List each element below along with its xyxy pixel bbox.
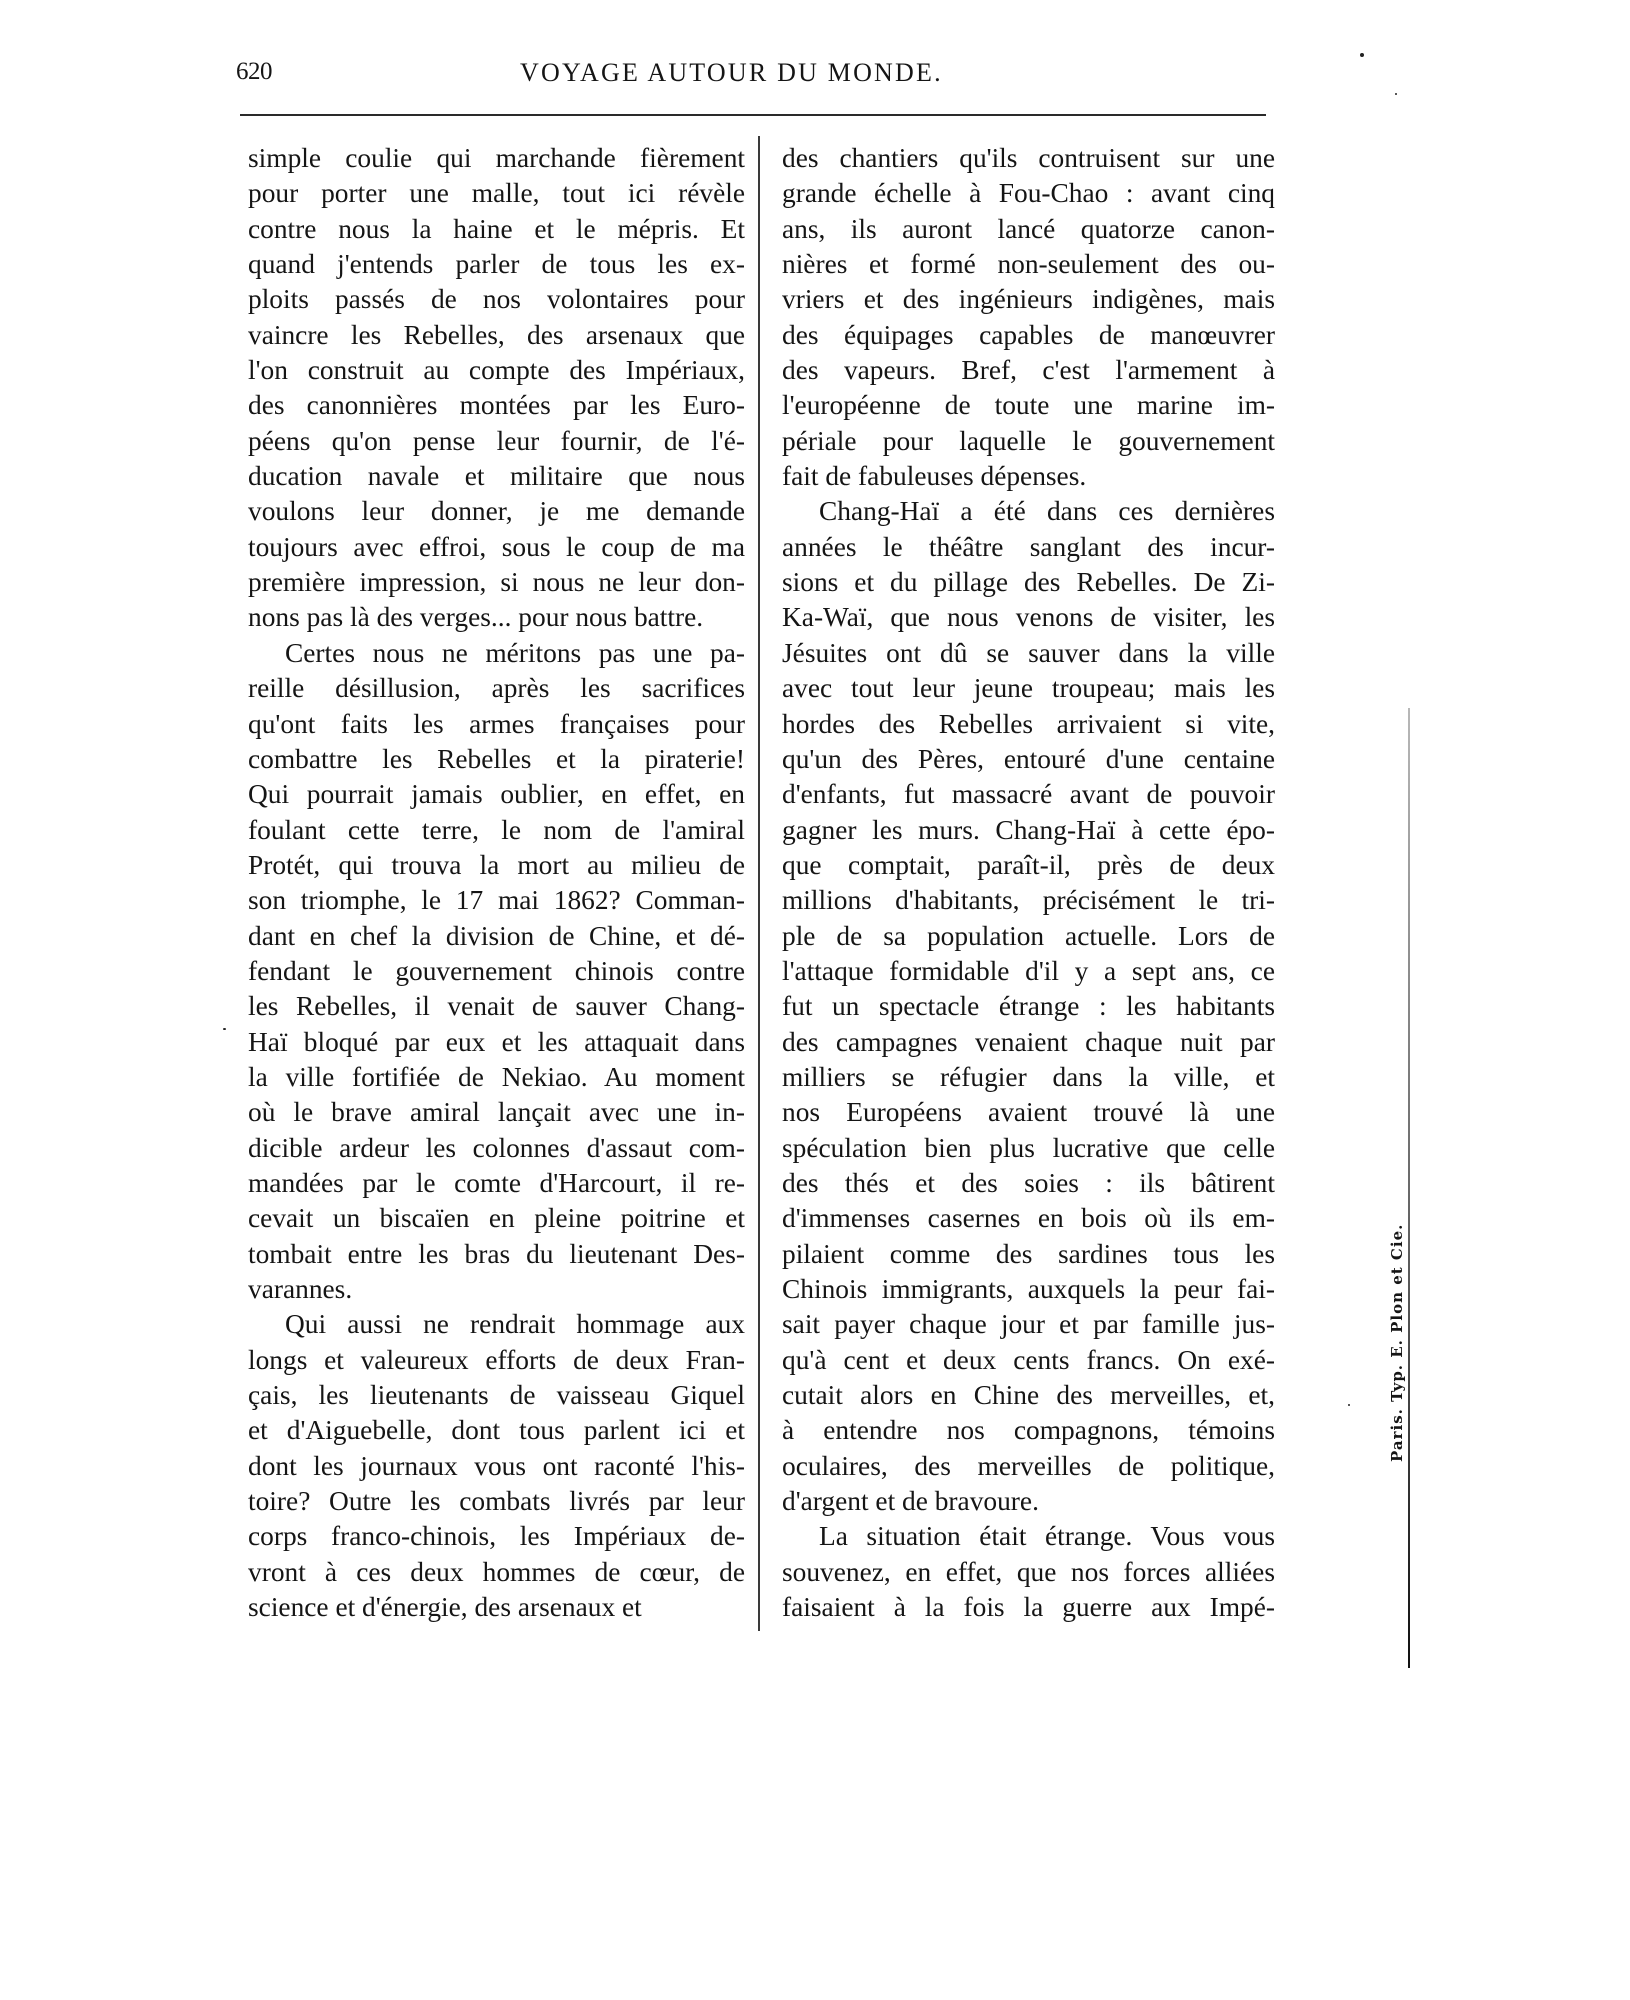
text-line: dicible ardeur les colonnes d'assaut com- bbox=[248, 1132, 745, 1163]
text-line: milliers se réfugier dans la ville, et bbox=[782, 1061, 1275, 1092]
text-line: dont les journaux vous ont raconté l'his- bbox=[248, 1450, 745, 1481]
text-line: sait payer chaque jour et par famille jus- bbox=[782, 1309, 1275, 1340]
text-line: péens qu'on pense leur fournir, de l'é- bbox=[248, 425, 745, 456]
text-line: et d'Aiguebelle, dont tous parlent ici et bbox=[248, 1415, 745, 1446]
text-line: tombait entre les bras du lieutenant Des- bbox=[248, 1238, 745, 1269]
ink-speck bbox=[1395, 93, 1397, 95]
text-line: vront à ces deux hommes de cœur, de bbox=[248, 1556, 745, 1587]
text-line: où le brave amiral lançait avec une in- bbox=[248, 1097, 745, 1128]
page-number: 620 bbox=[236, 58, 272, 85]
text-line: Qui pourrait jamais oublier, en effet, en bbox=[248, 779, 745, 810]
text-line: vaincre les Rebelles, des arsenaux que bbox=[248, 319, 745, 350]
text-line: ploits passés de nos volontaires pour bbox=[248, 284, 745, 315]
text-line: d'enfants, fut massacré avant de pouvoir bbox=[782, 779, 1275, 810]
text-line: qu'ont faits les armes françaises pour bbox=[248, 708, 745, 739]
text-line: nos Européens avaient trouvé là une bbox=[782, 1097, 1275, 1128]
text-line: reille désillusion, après les sacrifices bbox=[248, 673, 745, 704]
text-line: avec tout leur jeune troupeau; mais les bbox=[782, 673, 1275, 704]
text-line: quand j'entends parler de tous les ex- bbox=[248, 249, 745, 280]
text-line: millions d'habitants, précisément le tri- bbox=[782, 885, 1275, 916]
text-line: à entendre nos compagnons, témoins bbox=[782, 1415, 1275, 1446]
text-line: l'on construit au compte des Impériaux, bbox=[248, 355, 745, 386]
ink-speck bbox=[1360, 53, 1364, 57]
text-line: longs et valeureux efforts de deux Fran- bbox=[248, 1344, 745, 1375]
text-line: Haï bloqué par eux et les attaquait dans bbox=[248, 1026, 745, 1057]
text-line: ans, ils auront lancé quatorze canon- bbox=[782, 213, 1275, 244]
text-line: grande échelle à Fou-Chao : avant cinq bbox=[782, 178, 1275, 209]
text-line: l'attaque formidable d'il y a sept ans, ce bbox=[782, 955, 1275, 986]
text-line: sions et du pillage des Rebelles. De Zi- bbox=[782, 567, 1275, 598]
text-line: toujours avec effroi, sous le coup de ma bbox=[248, 531, 745, 562]
text-line: pour porter une malle, tout ici révèle bbox=[248, 178, 745, 209]
text-line: fendant le gouvernement chinois contre bbox=[248, 955, 745, 986]
text-line: varannes. bbox=[248, 1274, 353, 1304]
text-line: science et d'énergie, des arsenaux et bbox=[248, 1592, 642, 1623]
text-line: des vapeurs. Bref, c'est l'armement à bbox=[782, 355, 1275, 386]
text-line: cevait un biscaïen en pleine poitrine et bbox=[248, 1203, 745, 1234]
text-line: Protét, qui trouva la mort au milieu de bbox=[248, 849, 745, 880]
text-line: Certes nous ne méritons pas une pa- bbox=[285, 637, 745, 668]
text-line: dant en chef la division de Chine, et dé- bbox=[248, 920, 745, 951]
printer-imprint-text: Paris. Typ. E. Plon et Cie. bbox=[1388, 1223, 1406, 1462]
text-line: qu'à cent et deux cents francs. On exé- bbox=[782, 1344, 1275, 1375]
text-line: périale pour laquelle le gouvernement bbox=[782, 425, 1275, 456]
text-line: fait de fabuleuses dépenses. bbox=[782, 461, 1087, 492]
running-title: VOYAGE AUTOUR DU MONDE. bbox=[520, 58, 943, 87]
text-line: années le théâtre sanglant des incur- bbox=[782, 531, 1275, 562]
text-line: foulant cette terre, le nom de l'amiral bbox=[248, 814, 745, 845]
text-line: pilaient comme des sardines tous les bbox=[782, 1238, 1275, 1269]
text-line: l'européenne de toute une marine im- bbox=[782, 390, 1275, 421]
text-line: spéculation bien plus lucrative que celle bbox=[782, 1132, 1275, 1163]
text-line: faisaient à la fois la guerre aux Impé- bbox=[782, 1592, 1275, 1623]
text-line: nons pas là des verges... pour nous battre. bbox=[248, 602, 704, 633]
text-line: La situation était étrange. Vous vous bbox=[819, 1521, 1275, 1552]
text-line: Qui aussi ne rendrait hommage aux bbox=[285, 1309, 745, 1340]
text-line: mandées par le comte d'Harcourt, il re- bbox=[248, 1167, 745, 1198]
text-line: nières et formé non-seulement des ou- bbox=[782, 249, 1275, 280]
text-line: Jésuites ont dû se sauver dans la ville bbox=[782, 637, 1275, 668]
text-line: toire? Outre les combats livrés par leur bbox=[248, 1486, 745, 1517]
text-line: combattre les Rebelles et la piraterie! bbox=[248, 743, 745, 774]
text-line: d'argent et de bravoure. bbox=[782, 1486, 1039, 1517]
column-divider bbox=[758, 136, 760, 1631]
text-line: corps franco-chinois, les Impériaux de- bbox=[248, 1521, 745, 1552]
text-line: gagner les murs. Chang-Haï à cette épo- bbox=[782, 814, 1275, 845]
text-line: hordes des Rebelles arrivaient si vite, bbox=[782, 708, 1275, 739]
text-line: Chang-Haï a été dans ces dernières bbox=[819, 496, 1275, 527]
text-line: Ka-Waï, que nous venons de visiter, les bbox=[782, 602, 1275, 633]
text-line: la ville fortifiée de Nekiao. Au moment bbox=[248, 1061, 745, 1092]
column-right bbox=[782, 141, 1275, 1625]
text-line: les Rebelles, il venait de sauver Chang- bbox=[248, 991, 745, 1022]
text-line: fut un spectacle étrange : les habitants bbox=[782, 991, 1275, 1022]
column-left bbox=[248, 141, 745, 1625]
ink-speck bbox=[1348, 1404, 1350, 1406]
ink-speck bbox=[223, 1028, 226, 1030]
text-line: première impression, si nous ne leur don- bbox=[248, 567, 745, 598]
text-line: oculaires, des merveilles de politique, bbox=[782, 1450, 1275, 1481]
text-line: des équipages capables de manœuvrer bbox=[782, 319, 1275, 350]
text-line: Chinois immigrants, auxquels la peur fai- bbox=[782, 1274, 1275, 1304]
text-line: voulons leur donner, je me demande bbox=[248, 496, 745, 527]
text-line: des campagnes venaient chaque nuit par bbox=[782, 1026, 1275, 1057]
text-line: ple de sa population actuelle. Lors de bbox=[782, 920, 1275, 951]
text-line: qu'un des Pères, entouré d'une centaine bbox=[782, 743, 1275, 774]
text-line: çais, les lieutenants de vaisseau Giquel bbox=[248, 1380, 745, 1411]
text-line: contre nous la haine et le mépris. Et bbox=[248, 213, 745, 244]
text-line: des thés et des soies : ils bâtirent bbox=[782, 1167, 1275, 1198]
text-line: vriers et des ingénieurs indigènes, mais bbox=[782, 284, 1275, 315]
header-rule bbox=[240, 114, 1266, 116]
margin-rule bbox=[1408, 708, 1410, 1668]
text-line: des chantiers qu'ils contruisent sur une bbox=[782, 143, 1275, 173]
text-line: souvenez, en effet, que nos forces alliées bbox=[782, 1556, 1275, 1587]
text-line: son triomphe, le 17 mai 1862? Comman- bbox=[248, 885, 745, 916]
text-line: que comptait, paraît-il, près de deux bbox=[782, 849, 1275, 880]
text-line: des canonnières montées par les Euro- bbox=[248, 390, 745, 421]
text-line: ducation navale et militaire que nous bbox=[248, 461, 745, 492]
text-line: d'immenses casernes en bois où ils em- bbox=[782, 1203, 1275, 1234]
text-line: simple coulie qui marchande fièrement bbox=[248, 143, 745, 173]
text-line: cutait alors en Chine des merveilles, et, bbox=[782, 1380, 1275, 1411]
